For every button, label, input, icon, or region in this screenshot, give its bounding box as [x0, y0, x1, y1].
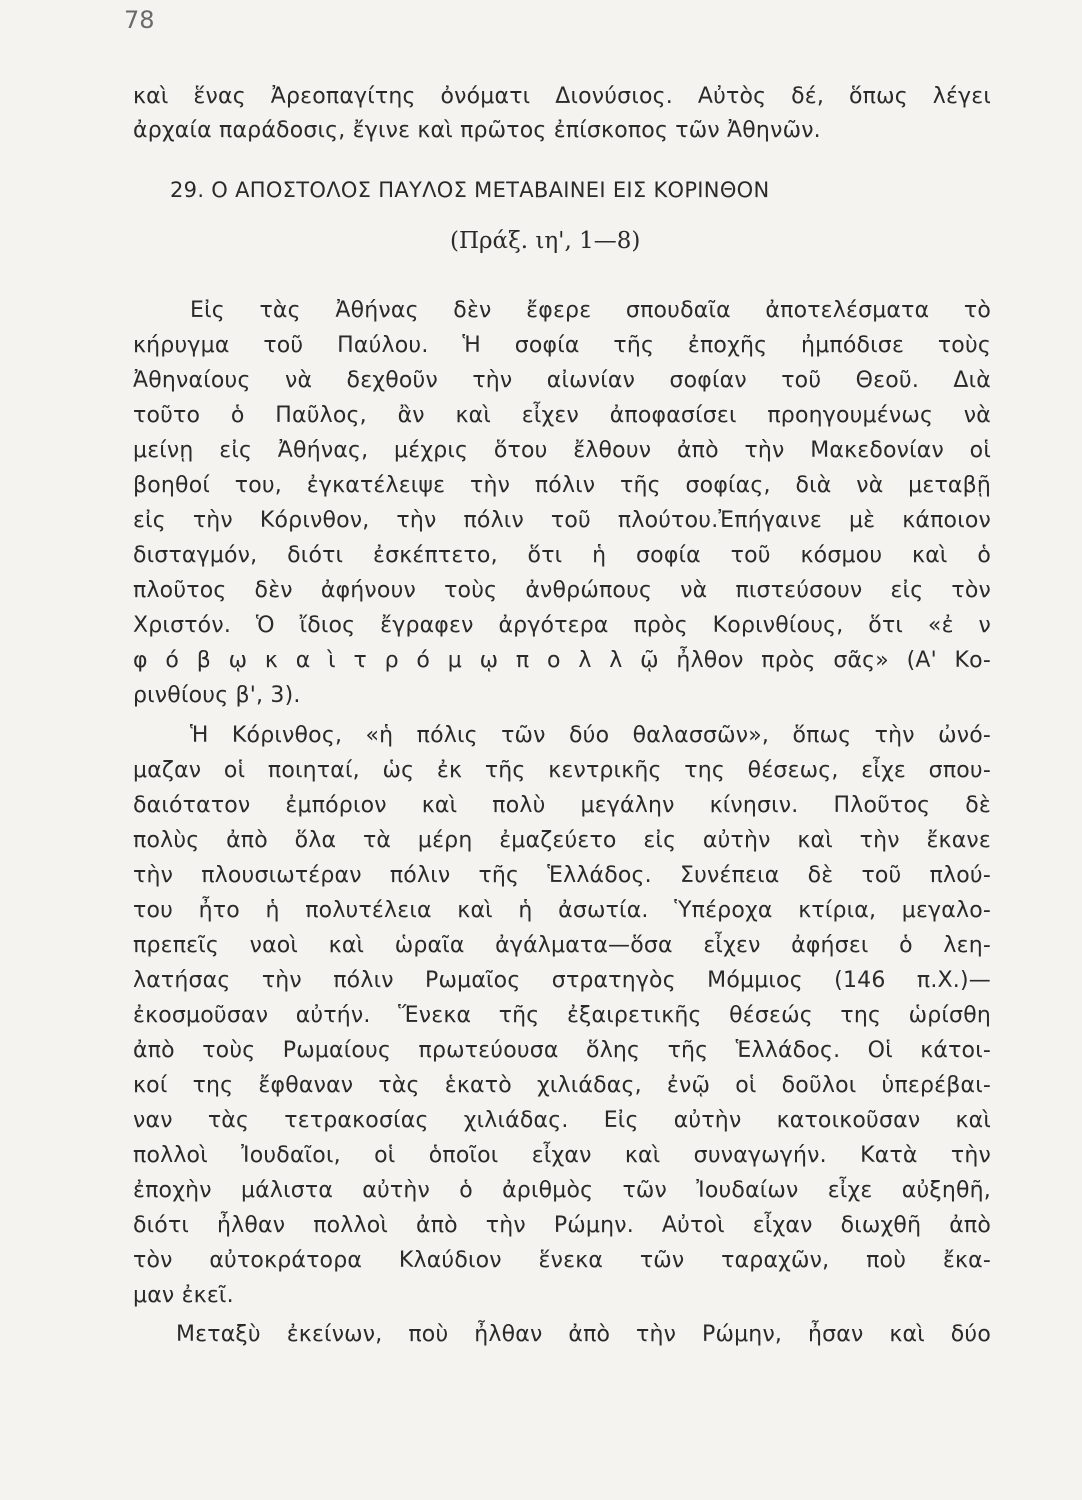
body-line: διότι ἦλθαν πολλοὶ ἀπὸ τὴν Ρώμην. Αὐτοὶ εἶχαν διωχθῆ ἀπὸ: [133, 1213, 991, 1238]
body-line: Χριστόν. Ὁ ἴδιος ἔγραφεν ἀργότερα πρὸς Κορινθίους, ὅτι «ἐ ν: [133, 613, 991, 638]
body-line: ναν τὰς τετρακοσίας χιλιάδας. Εἰς αὐτὴν κατοικοῦσαν καὶ: [133, 1108, 991, 1133]
body-line: Μεταξὺ ἐκείνων, ποὺ ἦλθαν ἀπὸ τὴν Ρώμην, ἦσαν καὶ δύο: [176, 1322, 991, 1347]
body-line: μείνῃ εἰς Ἀθήνας, μέχρις ὅτου ἔλθουν ἀπὸ τὴν Μακεδονίαν οἱ: [133, 438, 991, 463]
page-number: 78: [124, 6, 155, 34]
body-line: τὸν αὐτοκράτορα Κλαύδιον ἕνεκα τῶν ταραχῶν, ποὺ ἔκα-: [133, 1248, 991, 1273]
section-heading: 29. Ο ΑΠΟΣΤΟΛΟΣ ΠΑΥΛΟΣ ΜΕΤΑΒΑΙΝΕΙ ΕΙΣ ΚΟΡΙΝΘΟΝ: [170, 178, 770, 202]
body-line: βοηθοί του, ἐγκατέλειψε τὴν πόλιν τῆς σοφίας, διὰ νὰ μεταβῇ: [133, 473, 991, 498]
body-line: πολὺς ἀπὸ ὅλα τὰ μέρη ἐμαζεύετο εἰς αὐτὴν καὶ τὴν ἔκανε: [133, 828, 991, 853]
intro-line: καὶ ἕνας Ἀρεοπαγίτης ὀνόματι Διονύσιος. Αὐτὸς δέ, ὅπως λέγει: [133, 84, 991, 109]
body-line: κοί της ἔφθαναν τὰς ἑκατὸ χιλιάδας, ἐνῷ οἱ δοῦλοι ὑπερέβαι-: [133, 1073, 991, 1098]
body-line: μαν ἐκεῖ.: [133, 1283, 234, 1308]
body-line: του ἦτο ἡ πολυτέλεια καὶ ἡ ἀσωτία. Ὑπέροχα κτίρια, μεγαλο-: [133, 898, 991, 923]
body-line: Εἰς τὰς Ἀθήνας δὲν ἔφερε σπουδαῖα ἀποτελέσματα τὸ: [190, 298, 991, 323]
body-line: ἐποχὴν μάλιστα αὐτὴν ὁ ἀριθμὸς τῶν Ἰουδαίων εἶχε αὐξηθῆ,: [133, 1178, 991, 1203]
body-line: ἀπὸ τοὺς Ρωμαίους πρωτεύουσα ὅλης τῆς Ἑλλάδος. Οἱ κάτοι-: [133, 1038, 991, 1063]
body-line: ἐκοσμοῦσαν αὐτήν. Ἕνεκα τῆς ἐξαιρετικῆς θέσεώς της ὡρίσθη: [133, 1003, 991, 1028]
body-line: ρινθίους β', 3).: [133, 683, 301, 708]
body-line: λατήσας τὴν πόλιν Ρωμαῖος στρατηγὸς Μόμμιος (146 π.Χ.)—: [133, 968, 991, 993]
body-line: πρεπεῖς ναοὶ καὶ ὡραῖα ἀγάλματα—ὅσα εἶχεν ἀφήσει ὁ λεη-: [133, 933, 991, 958]
body-line: δαιότατον ἐμπόριον καὶ πολὺ μεγάλην κίνησιν. Πλοῦτος δὲ: [133, 793, 991, 818]
body-line: εἰς τὴν Κόρινθον, τὴν πόλιν τοῦ πλούτου.Ἐπήγαινε μὲ κάποιον: [133, 508, 991, 533]
body-line: δισταγμόν, διότι ἐσκέπτετο, ὅτι ἡ σοφία τοῦ κόσμου καὶ ὁ: [133, 543, 991, 568]
intro-line: ἀρχαία παράδοσις, ἔγινε καὶ πρῶτος ἐπίσκοπος τῶν Ἀθηνῶν.: [133, 118, 821, 143]
scripture-reference: (Πράξ. ιη', 1—8): [450, 228, 641, 254]
body-line: Ἀθηναίους νὰ δεχθοῦν τὴν αἰωνίαν σοφίαν τοῦ Θεοῦ. Διὰ: [133, 368, 991, 393]
body-line: Ἡ Κόρινθος, «ἡ πόλις τῶν δύο θαλασσῶν», ὅπως τὴν ὠνό-: [190, 723, 991, 748]
body-line: πλοῦτος δὲν ἀφήνουν τοὺς ἀνθρώπους νὰ πιστεύσουν εἰς τὸν: [133, 578, 991, 603]
body-line: τοῦτο ὁ Παῦλος, ἂν καὶ εἶχεν ἀποφασίσει προηγουμένως νὰ: [133, 403, 991, 428]
body-line: τὴν πλουσιωτέραν πόλιν τῆς Ἑλλάδος. Συνέπεια δὲ τοῦ πλού-: [133, 863, 991, 888]
body-line: φ ό β ῳ κ α ὶ τ ρ ό μ ῳ π ο λ λ ῷ ἦλθον πρὸς σᾶς» (Α' Κο-: [133, 648, 991, 673]
body-line: κήρυγμα τοῦ Παύλου. Ἡ σοφία τῆς ἐποχῆς ἠμπόδισε τοὺς: [133, 333, 991, 358]
body-line: μαζαν οἱ ποιηταί, ὡς ἐκ τῆς κεντρικῆς της θέσεως, εἶχε σπου-: [133, 758, 991, 783]
body-line: πολλοὶ Ἰουδαῖοι, οἱ ὁποῖοι εἶχαν καὶ συναγωγήν. Κατὰ τὴν: [133, 1143, 991, 1168]
